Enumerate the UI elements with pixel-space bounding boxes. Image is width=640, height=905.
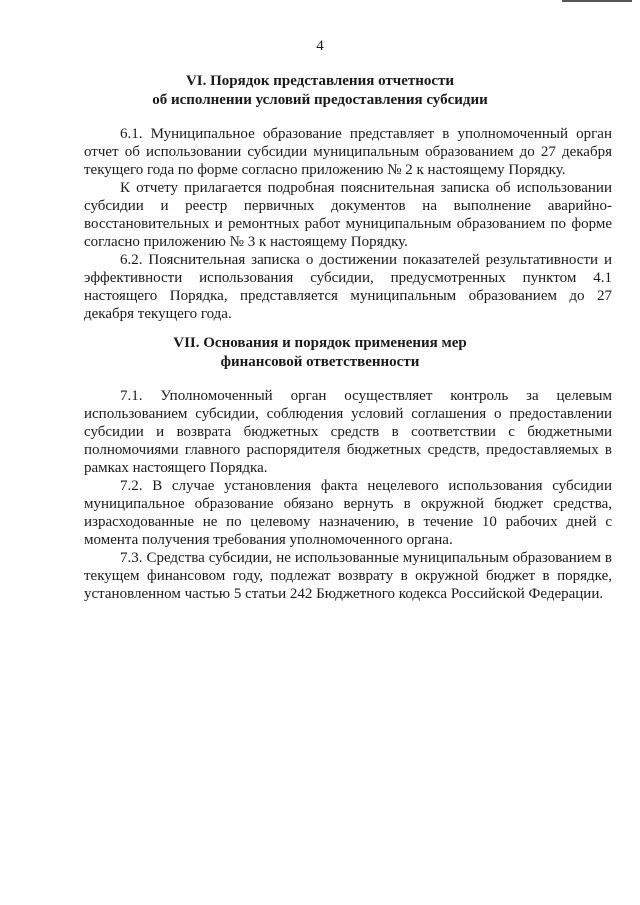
section-6-title-line-2: об исполнении условий предоставления субсидии — [152, 92, 488, 108]
paragraph-6-1-attachment: К отчету прилагается подробная пояснительная записка об использовании субсидии и реестр первичных документов на выполнение аварийно-восстановительных и ремонтных работ муниципальным образованием по форме согласно приложению № 3 к настоящему Порядку. — [84, 180, 612, 250]
paragraph-6-2: 6.2. Пояснительная записка о достижении показателей результативности и эффективности использования субсидии, предусмотренных пунктом 4.1 настоящего Порядка, представляется муниципальным образованием до 27 декабря текущего года. — [84, 252, 612, 322]
section-7-title-line-1: VII. Основания и порядок применения мер — [173, 335, 467, 351]
section-6-body — [84, 125, 612, 323]
section-7-body — [84, 387, 612, 603]
paragraph-7-3: 7.3. Средства субсидии, не использованные муниципальным образованием в текущем финансовом году, подлежат возврату в окружной бюджет в порядке, установленном частью 5 статьи 242 Бюджетного кодекса Российской Федерации. — [84, 550, 612, 602]
paragraph-6-1: 6.1. Муниципальное образование представляет в уполномоченный орган отчет об использовании субсидии муниципальным образованием до 27 декабря текущего года по форме согласно приложению № 2 к настоящему Порядку. — [84, 126, 612, 178]
section-7-heading — [0, 334, 640, 372]
section-6-heading — [0, 72, 640, 110]
paragraph-7-2: 7.2. В случае установления факта нецелевого использования субсидии муниципальное образование обязано вернуть в окружной бюджет средства, израсходованные не по целевому назначению, в течение 10 рабочих дней с момента получения требования уполномоченного органа. — [84, 478, 612, 548]
page-number: 4 — [316, 38, 324, 54]
scan-edge-mark — [562, 0, 632, 2]
paragraph-7-1: 7.1. Уполномоченный орган осуществляет контроль за целевым использованием субсидии, соблюдения условий соглашения о предоставлении субсидии и возврата бюджетных средств в соответствии с бюджетными полномочиями главного распорядителя бюджетных средств, предоставляемых в рамках настоящего Порядка. — [84, 388, 612, 476]
section-7-title-line-2: финансовой ответственности — [220, 354, 420, 370]
section-6-title-line-1: VI. Порядок представления отчетности — [185, 73, 455, 89]
